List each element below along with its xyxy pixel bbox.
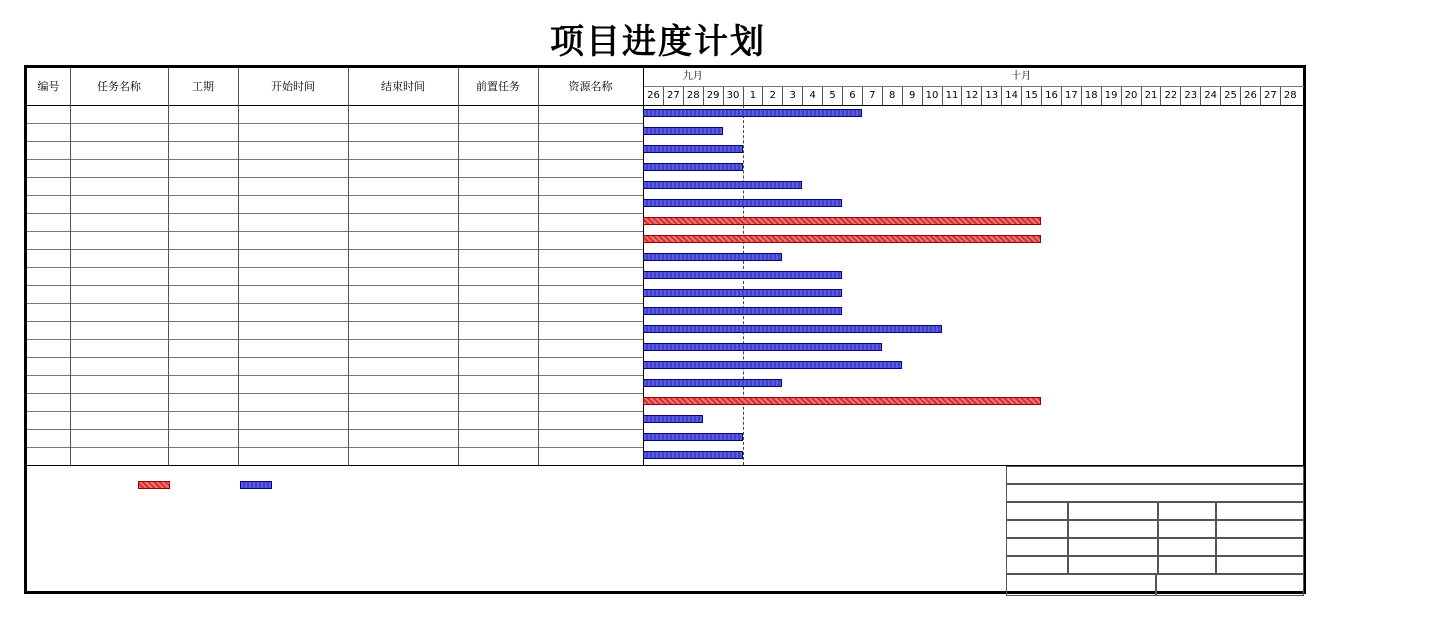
gantt-bar[interactable] <box>643 127 723 135</box>
gantt-bar[interactable] <box>643 325 942 333</box>
col-predecessor-header: 前置任务 <box>476 80 520 93</box>
task-resource <box>538 339 643 357</box>
task-resource <box>538 177 643 195</box>
task-start <box>238 303 348 321</box>
task-end <box>348 177 458 195</box>
task-end <box>348 393 458 411</box>
task-predecessor <box>458 285 538 303</box>
task-resource <box>538 195 643 213</box>
task-duration <box>168 123 238 141</box>
day-header: 2 <box>762 87 782 105</box>
gantt-bar[interactable] <box>643 433 743 441</box>
gantt-bar[interactable] <box>643 379 782 387</box>
task-name <box>72 193 166 213</box>
task-duration <box>168 447 238 465</box>
task-start <box>238 357 348 375</box>
task-id <box>27 339 70 357</box>
task-id <box>27 393 70 411</box>
day-header: 27 <box>1260 87 1280 105</box>
task-start <box>238 123 348 141</box>
day-header: 29 <box>703 87 723 105</box>
task-start <box>238 375 348 393</box>
task-id <box>27 321 70 339</box>
task-end <box>348 123 458 141</box>
day-header: 16 <box>1041 87 1061 105</box>
day-header: 12 <box>961 87 981 105</box>
day-header: 18 <box>1081 87 1101 105</box>
info-reviewer-value <box>1068 538 1158 556</box>
task-resource <box>538 411 643 429</box>
info-editor-value <box>1068 502 1158 520</box>
gantt-bar[interactable] <box>643 181 802 189</box>
task-duration <box>168 339 238 357</box>
gantt-bar[interactable] <box>643 235 1041 243</box>
task-end <box>348 357 458 375</box>
col-name-header: 任务名称 <box>97 80 141 93</box>
task-name <box>72 373 166 393</box>
task-predecessor <box>458 213 538 231</box>
task-resource <box>538 231 643 249</box>
task-name <box>72 337 166 357</box>
task-name <box>72 247 166 267</box>
gantt-bar[interactable] <box>643 343 882 351</box>
gantt-bar[interactable] <box>643 163 743 171</box>
task-predecessor <box>458 249 538 267</box>
task-resource <box>538 141 643 159</box>
task-predecessor <box>458 123 538 141</box>
task-duration <box>168 357 238 375</box>
task-end <box>348 195 458 213</box>
info-drawer-label <box>1006 520 1068 538</box>
day-header: 30 <box>723 87 743 105</box>
day-header: 27 <box>663 87 683 105</box>
day-header: 9 <box>902 87 922 105</box>
day-header: 3 <box>782 87 802 105</box>
task-end <box>348 267 458 285</box>
task-end <box>348 141 458 159</box>
task-duration <box>168 321 238 339</box>
day-header: 25 <box>1220 87 1240 105</box>
task-name <box>72 283 166 303</box>
task-start <box>238 447 348 465</box>
info-start-value <box>1216 520 1304 538</box>
info-end-label <box>1158 538 1216 556</box>
task-end <box>348 321 458 339</box>
gantt-bar[interactable] <box>643 217 1041 225</box>
info-dur-value <box>1216 556 1304 574</box>
task-duration <box>168 105 238 123</box>
task-predecessor <box>458 411 538 429</box>
task-name <box>72 301 166 321</box>
day-header: 21 <box>1141 87 1161 105</box>
gantt-bar[interactable] <box>643 145 743 153</box>
task-id <box>27 159 70 177</box>
task-id <box>27 357 70 375</box>
task-predecessor <box>458 303 538 321</box>
col-end-header: 结束时间 <box>381 80 425 93</box>
task-name <box>72 427 166 447</box>
task-end <box>348 429 458 447</box>
info-checker-value <box>1068 556 1158 574</box>
gantt-bar[interactable] <box>643 307 842 315</box>
info-editor-label <box>1006 502 1068 520</box>
task-resource <box>538 249 643 267</box>
day-header: 11 <box>942 87 962 105</box>
task-predecessor <box>458 195 538 213</box>
task-id <box>27 303 70 321</box>
task-start <box>238 177 348 195</box>
info-owner-label <box>1158 502 1216 520</box>
task-end <box>348 249 458 267</box>
task-id <box>27 429 70 447</box>
task-name <box>72 103 166 123</box>
gantt-bar[interactable] <box>643 289 842 297</box>
task-name <box>72 391 166 411</box>
gantt-bar[interactable] <box>643 397 1041 405</box>
day-header: 26 <box>1240 87 1260 105</box>
task-start <box>238 339 348 357</box>
task-name <box>72 319 166 339</box>
task-id <box>27 195 70 213</box>
col-id-header: 编号 <box>37 80 60 93</box>
task-id <box>27 375 70 393</box>
day-header: 24 <box>1200 87 1220 105</box>
task-id <box>27 141 70 159</box>
column-divider <box>70 68 71 465</box>
task-end <box>348 303 458 321</box>
day-header: 8 <box>882 87 902 105</box>
task-predecessor <box>458 105 538 123</box>
day-header: 5 <box>822 87 842 105</box>
task-name <box>72 121 166 141</box>
task-name <box>72 355 166 375</box>
day-header: 20 <box>1121 87 1141 105</box>
task-id <box>27 231 70 249</box>
task-id <box>27 177 70 195</box>
task-duration <box>168 249 238 267</box>
task-duration <box>168 141 238 159</box>
task-predecessor <box>458 321 538 339</box>
day-header: 14 <box>1001 87 1021 105</box>
task-predecessor <box>458 357 538 375</box>
col-resource-header: 资源名称 <box>568 80 613 93</box>
task-predecessor <box>458 141 538 159</box>
gantt-bar[interactable] <box>643 415 703 423</box>
task-resource <box>538 375 643 393</box>
task-end <box>348 375 458 393</box>
task-name <box>72 445 166 465</box>
task-start <box>238 195 348 213</box>
task-name <box>72 229 166 249</box>
day-header: 22 <box>1160 87 1180 105</box>
task-start <box>238 267 348 285</box>
task-predecessor <box>458 267 538 285</box>
task-end <box>348 105 458 123</box>
page-title: 项目进度计划 <box>550 22 766 62</box>
task-name <box>72 211 166 231</box>
task-start <box>238 105 348 123</box>
task-duration <box>168 195 238 213</box>
task-duration <box>168 231 238 249</box>
task-predecessor <box>458 393 538 411</box>
task-start <box>238 411 348 429</box>
task-duration <box>168 213 238 231</box>
task-resource <box>538 285 643 303</box>
task-predecessor <box>458 339 538 357</box>
day-header: 17 <box>1061 87 1081 105</box>
task-name <box>72 409 166 429</box>
task-start <box>238 249 348 267</box>
day-header: 15 <box>1021 87 1041 105</box>
task-resource <box>538 213 643 231</box>
day-header: 6 <box>842 87 862 105</box>
task-start <box>238 285 348 303</box>
task-resource <box>538 393 643 411</box>
day-header: 28 <box>1280 87 1300 105</box>
task-predecessor <box>458 177 538 195</box>
task-name <box>72 139 166 159</box>
task-start <box>238 429 348 447</box>
task-resource <box>538 429 643 447</box>
task-duration <box>168 285 238 303</box>
task-id <box>27 267 70 285</box>
task-start <box>238 141 348 159</box>
task-end <box>348 231 458 249</box>
month-header: 十月 <box>1011 71 1032 82</box>
task-start <box>238 321 348 339</box>
gantt-bar[interactable] <box>643 253 782 261</box>
task-end <box>348 159 458 177</box>
task-id <box>27 285 70 303</box>
task-name <box>72 175 166 195</box>
task-predecessor <box>458 231 538 249</box>
day-header: 4 <box>802 87 822 105</box>
task-start <box>238 213 348 231</box>
info-project-label <box>1006 466 1304 484</box>
task-duration <box>168 393 238 411</box>
task-name <box>72 265 166 285</box>
task-duration <box>168 429 238 447</box>
task-end <box>348 447 458 465</box>
task-duration <box>168 267 238 285</box>
task-duration <box>168 177 238 195</box>
task-duration <box>168 303 238 321</box>
month-header: 九月 <box>682 71 703 82</box>
gantt-bar[interactable] <box>643 451 743 459</box>
task-end <box>348 213 458 231</box>
legend-critical-swatch <box>138 481 170 489</box>
task-duration <box>168 411 238 429</box>
day-header: 28 <box>683 87 703 105</box>
gantt-bar[interactable] <box>643 361 902 369</box>
info-reviewer-label <box>1006 538 1068 556</box>
task-resource <box>538 357 643 375</box>
task-start <box>238 231 348 249</box>
info-owner-value <box>1216 502 1304 520</box>
task-id <box>27 249 70 267</box>
gantt-bar[interactable] <box>643 271 842 279</box>
info-end-value <box>1216 538 1304 556</box>
info-drawer-value <box>1068 520 1158 538</box>
info-blank <box>1006 574 1156 596</box>
col-duration-header: 工期 <box>192 80 214 93</box>
task-end <box>348 285 458 303</box>
col-start-header: 开始时间 <box>271 80 315 93</box>
info-note <box>1006 484 1304 502</box>
gantt-bar[interactable] <box>643 199 842 207</box>
day-header: 26 <box>643 87 663 105</box>
task-name <box>72 157 166 177</box>
task-predecessor <box>458 429 538 447</box>
task-start <box>238 393 348 411</box>
task-end <box>348 411 458 429</box>
legend-normal-swatch <box>240 481 272 489</box>
task-predecessor <box>458 447 538 465</box>
task-id <box>27 447 70 465</box>
task-resource <box>538 159 643 177</box>
task-resource <box>538 447 643 465</box>
info-start-label <box>1158 520 1216 538</box>
task-start <box>238 159 348 177</box>
day-header: 13 <box>981 87 1001 105</box>
info-date <box>1156 574 1304 596</box>
task-id <box>27 105 70 123</box>
task-duration <box>168 375 238 393</box>
info-dur-label <box>1158 556 1216 574</box>
task-resource <box>538 267 643 285</box>
header-divider <box>643 86 1304 87</box>
task-resource <box>538 321 643 339</box>
task-id <box>27 123 70 141</box>
task-resource <box>538 105 643 123</box>
task-predecessor <box>458 375 538 393</box>
gantt-bar[interactable] <box>643 109 862 117</box>
day-header: 23 <box>1180 87 1200 105</box>
day-header: 1 <box>743 87 763 105</box>
task-id <box>27 213 70 231</box>
task-duration <box>168 159 238 177</box>
month-boundary-line <box>743 105 744 465</box>
task-resource <box>538 303 643 321</box>
task-resource <box>538 123 643 141</box>
task-predecessor <box>458 159 538 177</box>
day-header: 19 <box>1101 87 1121 105</box>
day-header: 7 <box>862 87 882 105</box>
day-header: 10 <box>922 87 942 105</box>
task-end <box>348 339 458 357</box>
task-id <box>27 411 70 429</box>
info-checker-label <box>1006 556 1068 574</box>
